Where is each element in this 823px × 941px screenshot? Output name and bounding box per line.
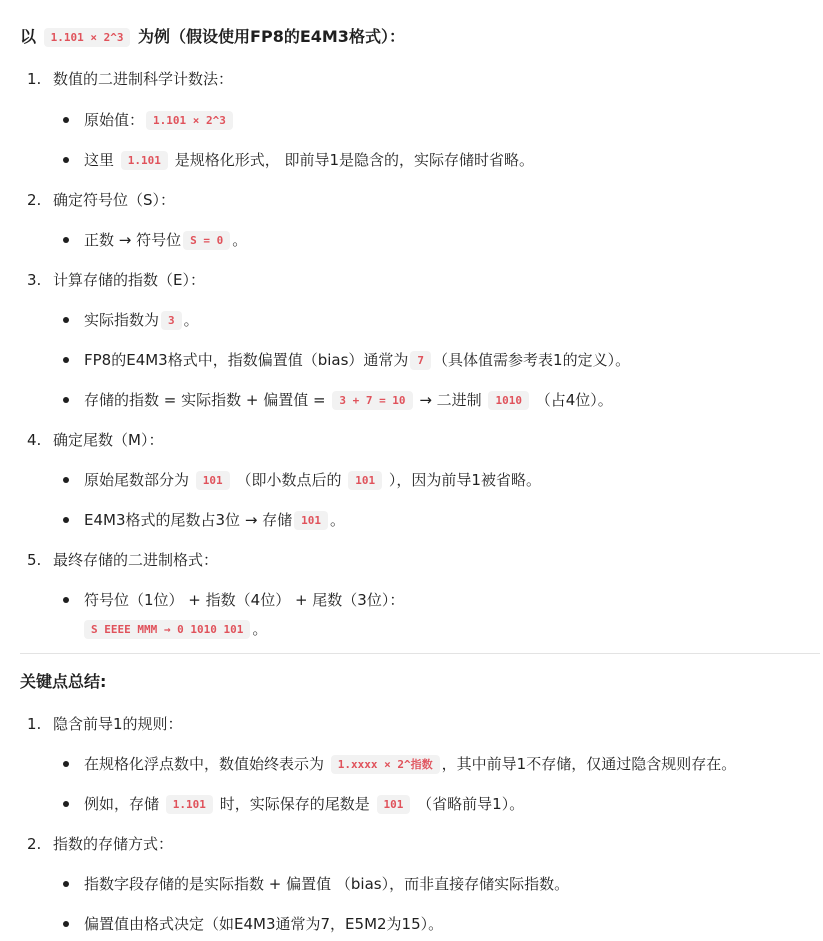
bullet-dot <box>63 397 69 403</box>
bullet-item <box>84 348 630 373</box>
bullet-text: 在规格化浮点数中，数值始终表示为 <box>84 755 325 773</box>
bullet-text: 原始尾数部分为 <box>84 471 190 489</box>
list-number: 5. <box>27 551 42 569</box>
bullet-item <box>84 228 247 253</box>
list-number: 3. <box>27 271 42 289</box>
list-item-text: 数值的二进制科学计数法： <box>53 70 234 88</box>
inline-code: 101 <box>196 471 230 490</box>
list-item-3 <box>27 268 205 292</box>
bullet-text: 这里 <box>84 151 115 169</box>
bullet-text: → 二进制 <box>419 391 482 409</box>
bullet-dot <box>63 921 69 927</box>
bullet-item <box>84 588 404 612</box>
bullet-text: E4M3格式的尾数占3位 → 存储 <box>84 511 293 529</box>
bullet-dot <box>63 477 69 483</box>
bullet-text: 。 <box>183 311 199 329</box>
bullet-dot <box>63 317 69 323</box>
bullet-text: ），因为前导1被省略。 <box>388 471 541 489</box>
inline-code: 3 + 7 = 10 <box>332 391 412 410</box>
title-suffix: 为例（假设使用FP8的E4M3格式）： <box>138 27 405 46</box>
inline-code: 1010 <box>488 391 529 410</box>
bullet-text: 例如，存储 <box>84 795 160 813</box>
bullet-text: ，其中前导1不存储，仅通过隐含规则存在。 <box>441 755 737 773</box>
bullet-text: 存储的指数 = 实际指数 + 偏置值 = <box>84 391 326 409</box>
inline-code: 7 <box>410 351 431 370</box>
bullet-item <box>84 792 524 817</box>
bullet-text: 正数 → 符号位 <box>84 231 182 249</box>
inline-code: 3 <box>161 311 182 330</box>
list-item-1 <box>27 67 233 91</box>
list-item-4 <box>27 428 163 452</box>
bullet-text: FP8的E4M3格式中，指数偏置值（bias）通常为 <box>84 351 409 369</box>
bullet-dot <box>63 357 69 363</box>
bullet-text: 符号位（1位） + 指数（4位） + 尾数（3位）： <box>84 591 405 609</box>
list-number: 2. <box>27 835 42 853</box>
title-prefix: 以 <box>20 27 37 46</box>
inline-code: 1.101 <box>166 795 213 814</box>
summary-item-1 <box>27 712 183 736</box>
inline-code: 1.101 × 2^3 <box>146 111 233 130</box>
summary-title: 关键点总结: <box>20 672 107 691</box>
bullet-text: 指数字段存储的是实际指数 + 偏置值 （bias），而非直接存储实际指数。 <box>84 875 570 893</box>
inline-code: 101 <box>294 511 328 530</box>
bullet-dot <box>63 881 69 887</box>
list-number: 4. <box>27 431 42 449</box>
bullet-dot <box>63 117 69 123</box>
inline-code: 1.xxxx × 2^指数 <box>331 755 440 774</box>
summary-item-2 <box>27 832 173 856</box>
list-item-text: 指数的存储方式： <box>53 835 174 853</box>
bullet-text: （占4位）。 <box>535 391 613 409</box>
inline-code: S EEEE MMM → 0 1010 101 <box>84 620 250 639</box>
bullet-item <box>84 148 534 173</box>
bullet-item <box>84 468 541 493</box>
bullet-text: 是规格化形式， 即前导1是隐含的，实际存储时省略。 <box>174 151 535 169</box>
list-item-text: 计算存储的指数（E）： <box>53 271 205 289</box>
list-number: 2. <box>27 191 42 209</box>
list-number: 1. <box>27 70 42 88</box>
list-item-5 <box>27 548 218 572</box>
bullet-item <box>84 872 569 896</box>
bullet-dot <box>63 157 69 163</box>
bullet-text: （即小数点后的 <box>236 471 342 489</box>
list-item-text: 确定符号位（S）： <box>53 191 176 209</box>
bullet-item <box>84 108 235 133</box>
bullet-item <box>84 508 345 533</box>
bullet-text: 。 <box>232 231 248 249</box>
list-number: 1. <box>27 715 42 733</box>
bullet-text: 时，实际保存的尾数是 <box>219 795 370 813</box>
page-title <box>20 25 405 50</box>
list-item-text: 隐含前导1的规则： <box>53 715 183 733</box>
list-item-text: 确定尾数（M）： <box>53 431 164 449</box>
bullet-item-continuation <box>82 617 267 642</box>
bullet-text: 原始值： <box>84 111 145 129</box>
list-item-2 <box>27 188 175 212</box>
bullet-text: 。 <box>330 511 346 529</box>
bullet-dot <box>63 597 69 603</box>
title-code: 1.101 × 2^3 <box>44 28 131 47</box>
bullet-text: 实际指数为 <box>84 311 160 329</box>
inline-code: S = 0 <box>183 231 230 250</box>
inline-code: 101 <box>377 795 411 814</box>
inline-code: 1.101 <box>121 151 168 170</box>
list-item-text: 最终存储的二进制格式： <box>53 551 219 569</box>
section-divider <box>20 653 820 654</box>
bullet-text: 。 <box>252 620 268 638</box>
bullet-item <box>84 912 443 936</box>
bullet-dot <box>63 237 69 243</box>
bullet-dot <box>63 761 69 767</box>
bullet-text: （具体值需参考表1的定义）。 <box>433 351 631 369</box>
inline-code: 101 <box>348 471 382 490</box>
bullet-text: （省略前导1）。 <box>417 795 525 813</box>
bullet-item <box>84 308 199 333</box>
bullet-dot <box>63 801 69 807</box>
bullet-dot <box>63 517 69 523</box>
bullet-item <box>84 388 613 413</box>
bullet-text: 偏置值由格式决定（如E4M3通常为7，E5M2为15）。 <box>84 915 444 933</box>
bullet-item <box>84 752 736 777</box>
